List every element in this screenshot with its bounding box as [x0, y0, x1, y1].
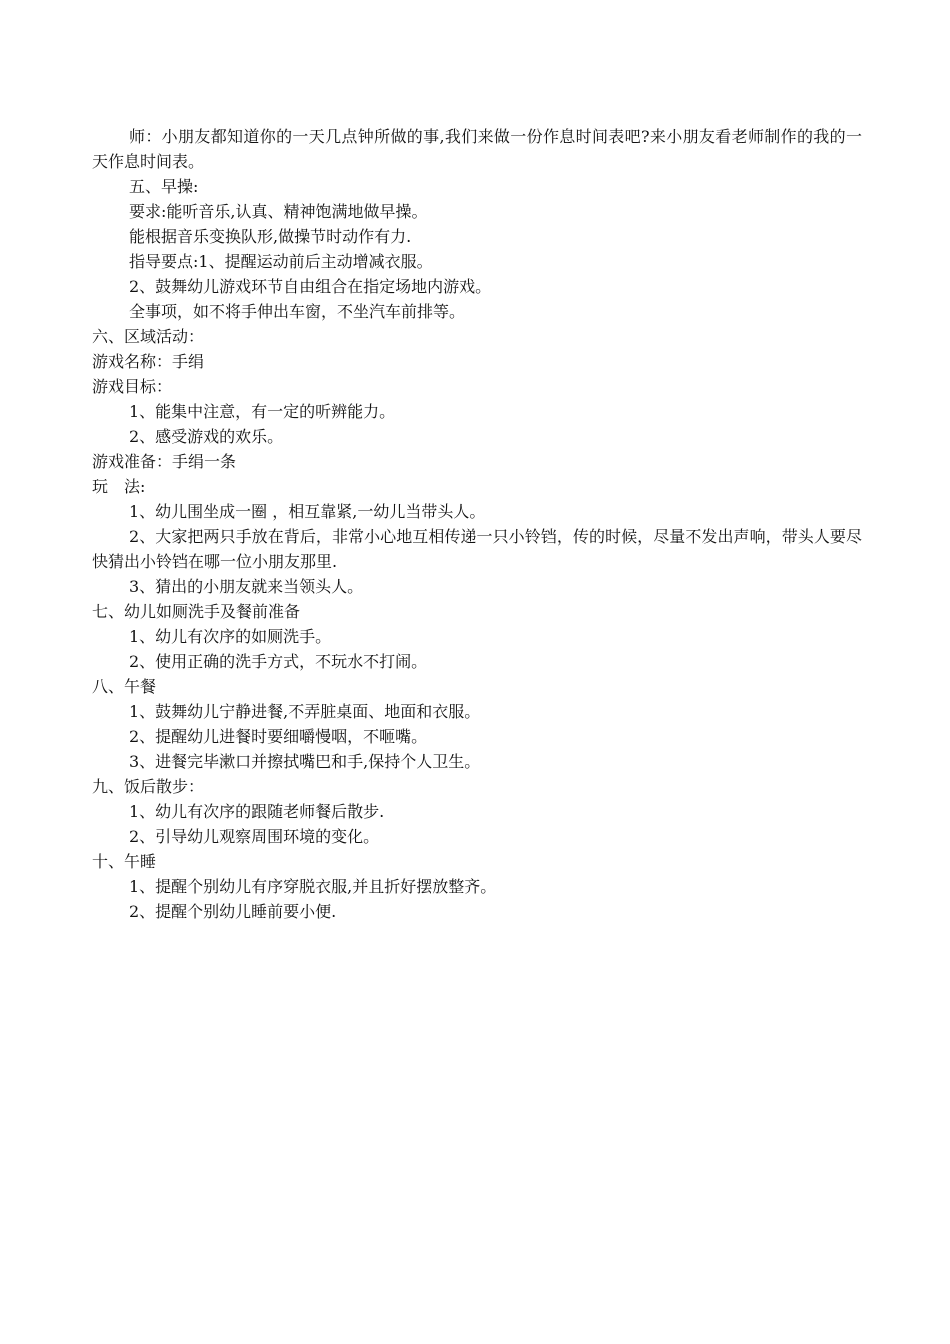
- game-name: 游戏名称：手绢: [92, 352, 205, 371]
- game-rules-heading: 玩 法:: [92, 477, 146, 496]
- list-item: 1、提醒个别幼儿有序穿脱衣服,并且折好摆放整齐。: [129, 877, 497, 896]
- list-item: 1、幼儿有次序的如厕洗手。: [129, 627, 332, 646]
- list-item: 2、提醒幼儿进餐时要细嚼慢咽，不咂嘴。: [129, 727, 428, 746]
- list-item: 3、进餐完毕漱口并擦拭嘴巴和手,保持个人卫生。: [129, 752, 481, 771]
- section-heading-nap: 十、午睡: [92, 852, 157, 871]
- document-body: [92, 124, 862, 924]
- list-item: 2、提醒个别幼儿睡前要小便.: [129, 902, 337, 921]
- section-heading-handwashing: 七、幼儿如厕洗手及餐前准备: [92, 602, 301, 621]
- list-item: 2、引导幼儿观察周围环境的变化。: [129, 827, 380, 846]
- section-heading-morning-exercise: 五、早操:: [129, 177, 199, 196]
- paragraph-formation: 能根据音乐变换队形,做操节时动作有力.: [129, 227, 412, 246]
- paragraph-requirement: 要求:能听音乐,认真、精神饱满地做早操。: [129, 202, 428, 221]
- list-item: 2、使用正确的洗手方式，不玩水不打闹。: [129, 652, 428, 671]
- game-rule-item: 1、幼儿围坐成一圈 ，相互靠紧,一幼儿当带头人。: [129, 502, 486, 521]
- paragraph-intro: 师：小朋友都知道你的一天几点钟所做的事,我们来做一份作息时间表吧?来小朋友看老师制作的我的一天作息时间表。: [92, 127, 862, 171]
- paragraph-guidance-1: 指导要点:1、提醒运动前后主动增减衣服。: [129, 252, 433, 271]
- game-goal-item: 1、能集中注意，有一定的听辨能力。: [129, 402, 396, 421]
- paragraph-safety: 全事项，如不将手伸出车窗，不坐汽车前排等。: [129, 302, 466, 321]
- game-rule-item: 2、大家把两只手放在背后，非常小心地互相传递一只小铃铛，传的时候，尽量不发出声响，带头人要尽快猜出小铃铛在哪一位小朋友那里.: [92, 527, 862, 571]
- paragraph-guidance-2: 2、鼓舞幼儿游戏环节自由组合在指定场地内游戏。: [129, 277, 492, 296]
- game-goal-item: 2、感受游戏的欢乐。: [129, 427, 284, 446]
- list-item: 1、鼓舞幼儿宁静进餐,不弄脏桌面、地面和衣服。: [129, 702, 481, 721]
- game-preparation: 游戏准备：手绢一条: [92, 452, 237, 471]
- section-heading-walk: 九、饭后散步：: [92, 777, 205, 796]
- game-rule-item: 3、猜出的小朋友就来当领头人。: [129, 577, 364, 596]
- section-heading-lunch: 八、午餐: [92, 677, 157, 696]
- game-goals-heading: 游戏目标：: [92, 377, 173, 396]
- section-heading-area-activity: 六、区域活动：: [92, 327, 205, 346]
- list-item: 1、幼儿有次序的跟随老师餐后散步.: [129, 802, 385, 821]
